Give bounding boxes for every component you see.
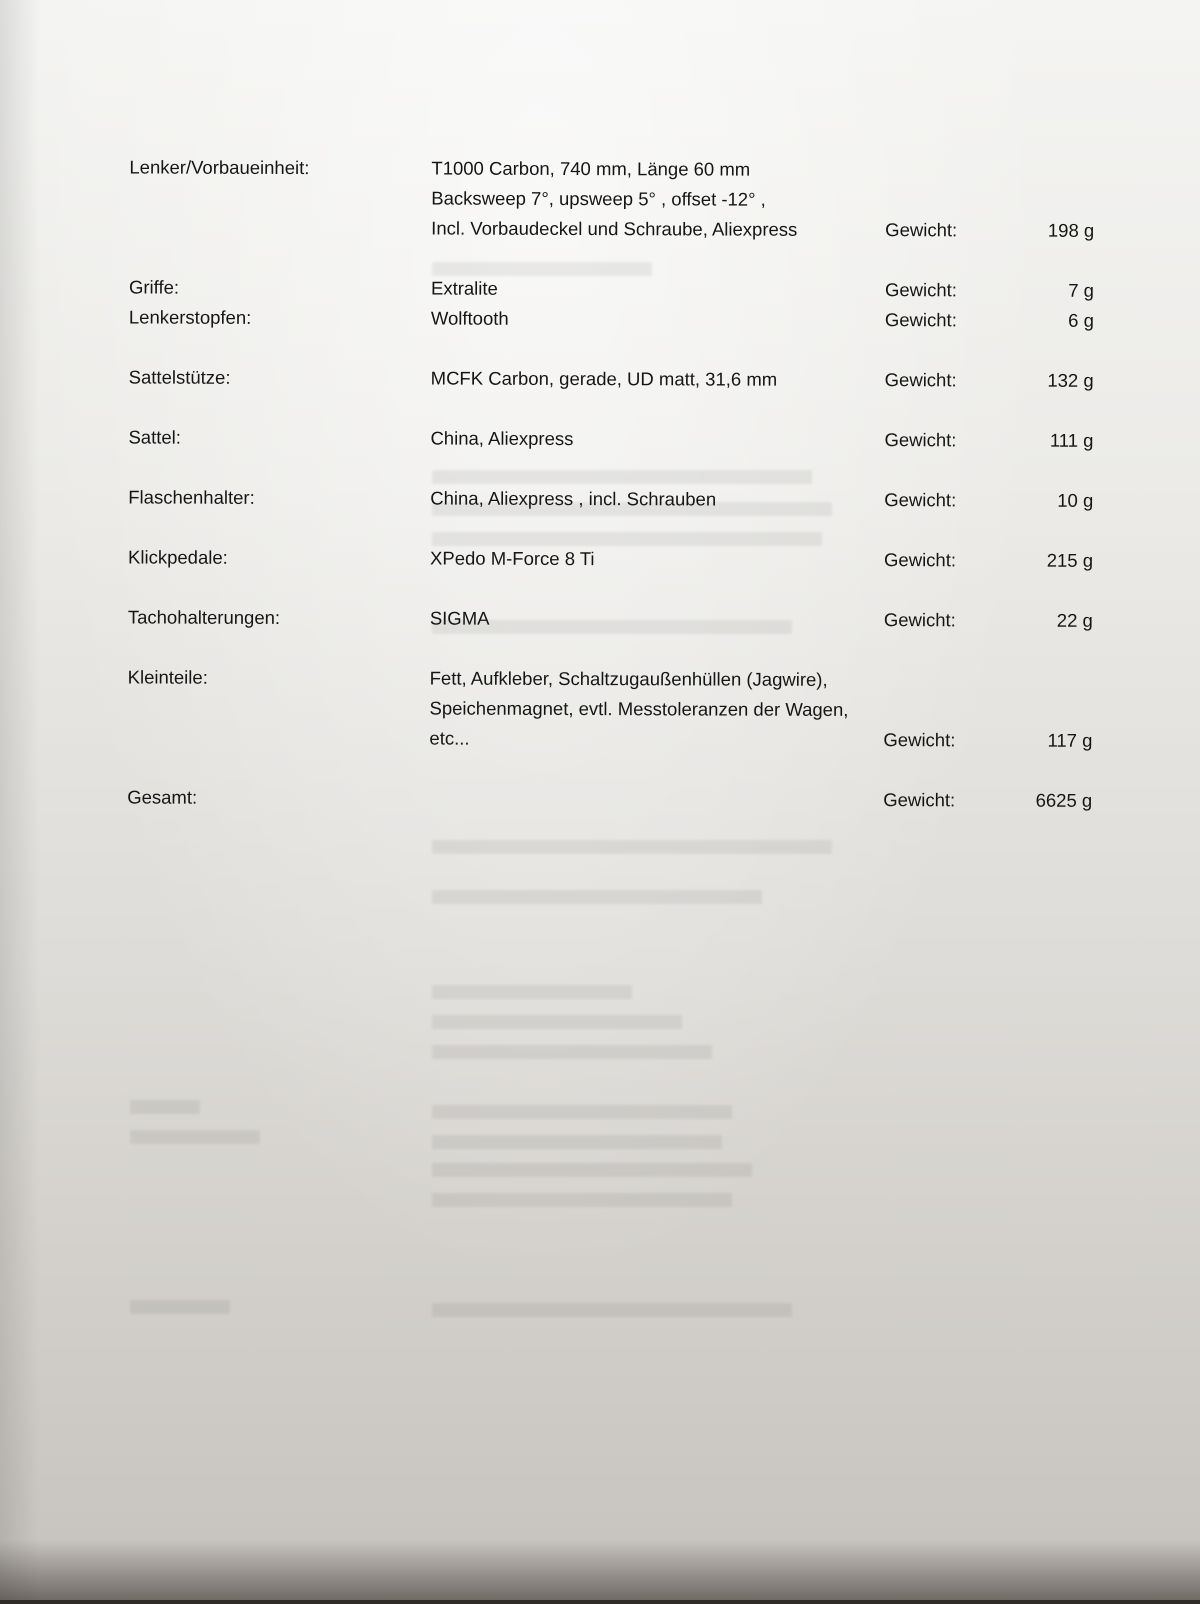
weight-value: 111 g	[1049, 429, 1094, 451]
weight-value: 215 g	[1046, 549, 1094, 571]
weight-label: Gewicht:	[884, 309, 957, 331]
bottom-shadow	[0, 1540, 1200, 1600]
row-label: Griffe:	[128, 276, 180, 298]
weight-label: Gewicht:	[884, 429, 957, 451]
desc-line: China, Aliexpress	[430, 427, 574, 450]
desc-line: XPedo M-Force 8 Ti	[430, 547, 595, 570]
desc-line: Incl. Vorbaudeckel und Schraube, Aliexpress	[431, 217, 798, 240]
weight-value: 198 g	[1047, 219, 1095, 241]
row-description	[430, 544, 595, 575]
row-description	[431, 364, 778, 395]
desc-line: Speichenmagnet, evtl. Messtoleranzen der Wagen,	[429, 697, 849, 720]
row-sattelstuetze	[0, 362, 1199, 391]
row-griffe	[0, 272, 1199, 301]
row-klickpedale	[0, 542, 1198, 571]
desc-line: T1000 Carbon, 740 mm, Länge 60 mm	[431, 157, 751, 180]
row-description	[431, 154, 797, 245]
row-label: Lenkerstopfen:	[128, 306, 252, 328]
weight-label: Gewicht:	[884, 369, 957, 391]
row-label: Sattelstütze:	[128, 366, 231, 388]
row-sattel	[0, 422, 1199, 451]
desc-line: MCFK Carbon, gerade, UD matt, 31,6 mm	[430, 367, 778, 390]
row-label: Flaschenhalter:	[128, 486, 255, 508]
desc-line: SIGMA	[429, 607, 490, 629]
row-gesamt	[0, 782, 1197, 811]
row-label: Lenker/Vorbaueinheit:	[129, 156, 310, 179]
weight-label: Gewicht:	[883, 609, 956, 631]
row-lenker	[0, 152, 1199, 241]
desc-line: Wolftooth	[430, 307, 509, 329]
total-label: Gesamt:	[127, 786, 198, 808]
weight-label: Gewicht:	[884, 489, 957, 511]
row-description	[431, 304, 509, 334]
row-kleinteile	[0, 662, 1198, 751]
weight-value: 132 g	[1047, 369, 1094, 391]
row-flaschenhalter	[0, 482, 1198, 511]
weight-value: 6 g	[1068, 309, 1094, 331]
weight-value: 10 g	[1057, 489, 1094, 511]
weight-label: Gewicht:	[884, 549, 957, 571]
row-label: Tachohalterungen:	[127, 606, 281, 628]
weight-value: 117 g	[1047, 729, 1093, 751]
desc-line: Fett, Aufkleber, Schaltzugaußenhüllen (Jagwire),	[429, 667, 828, 690]
row-label: Klickpedale:	[128, 546, 228, 568]
row-tachohalterungen	[0, 602, 1198, 631]
row-label: Kleinteile:	[127, 666, 208, 688]
row-label: Sattel:	[128, 426, 181, 448]
desc-line: Backsweep 7°, upsweep 5° , offset -12° ,	[431, 187, 766, 210]
weight-label: Gewicht:	[883, 729, 956, 751]
weight-value: 22 g	[1056, 609, 1093, 631]
desc-line: Extralite	[430, 277, 498, 299]
row-lenkerstopfen	[0, 302, 1199, 331]
row-description	[430, 424, 573, 454]
desc-line: etc...	[429, 727, 470, 749]
row-description	[429, 664, 848, 755]
row-description	[431, 274, 498, 304]
desc-line: China, Aliexpress , incl. Schrauben	[430, 487, 717, 510]
total-weight-value: 6625 g	[1035, 789, 1093, 811]
row-description	[430, 604, 490, 634]
weight-label: Gewicht:	[884, 279, 957, 301]
row-description	[430, 484, 716, 515]
weight-value: 7 g	[1068, 279, 1095, 301]
weight-label: Gewicht:	[885, 219, 958, 241]
total-weight-label: Gewicht:	[883, 789, 956, 811]
